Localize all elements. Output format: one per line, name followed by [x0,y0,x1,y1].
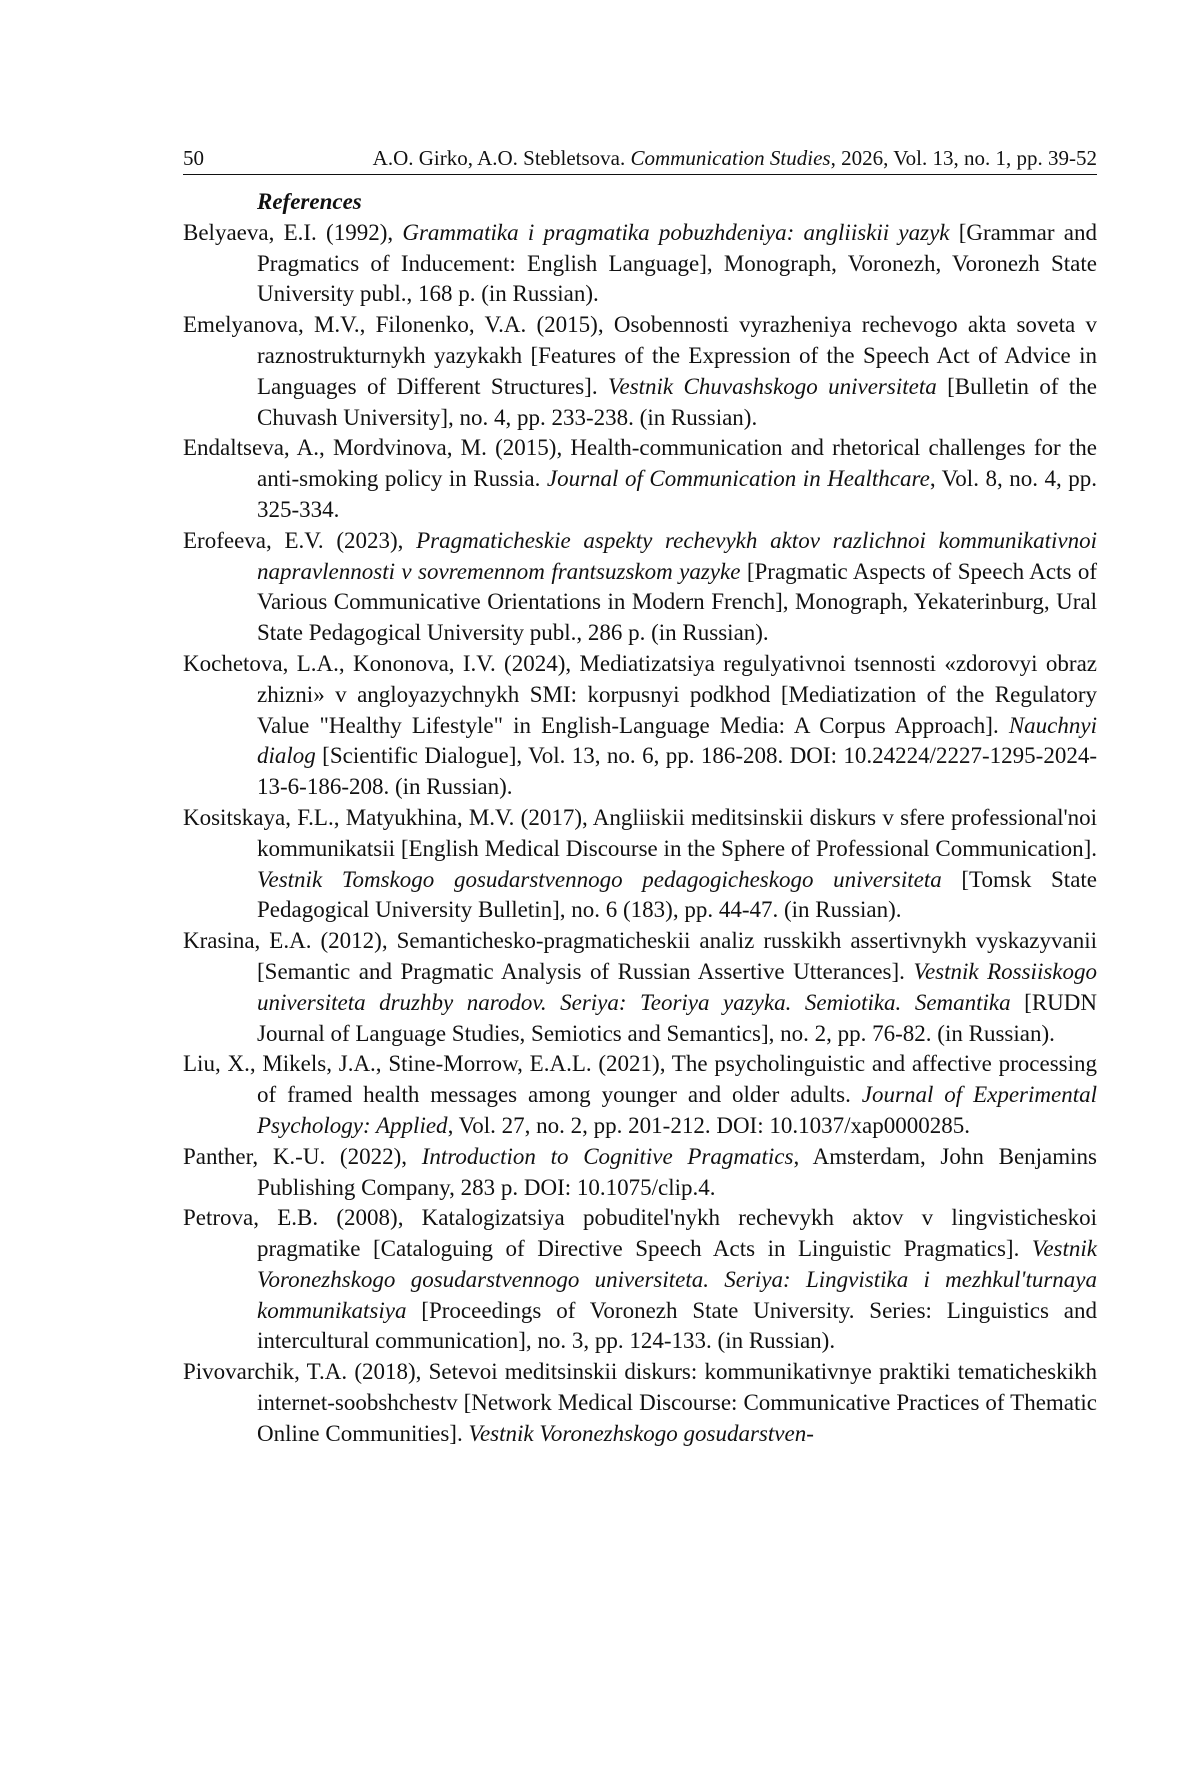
references-section [183,187,1097,1450]
reference-entry: Pivovarchik, T.A. (2018), Setevoi meditsinskii diskurs: kommunikativnye praktiki tematicheskikh internet-soobshchestv [Network Medical Discourse: Communicative Practices of Thematic Online Communities]. Vestnik Voronezhskogo gosudarstven- [183,1359,1097,1446]
reference-entry: Petrova, E.B. (2008), Katalogizatsiya pobuditel'nykh rechevykh aktov v lingvisticheskoi pragmatike [Cataloguing of Directive Speech Acts in Linguistic Pragmatics]. Vestnik Voronezhskogo gosudarstvennogo universiteta. Seriya: Lingvistika i mezhkul'turnaya kommunikatsiya [Proceedings of Voronezh State University. Series: Linguistics and intercultural communication], no. 3, pp. 124-133. (in Russian). [183,1205,1097,1354]
reference-entry: Kositskaya, F.L., Matyukhina, M.V. (2017), Angliiskii meditsinskii diskurs v sfere professional'noi kommunikatsii [English Medical Discourse in the Sphere of Professional Communication]. Vestnik Tomskogo gosudarstvennogo pedagogicheskogo universiteta [Tomsk State Pedagogical University Bulletin], no. 6 (183), pp. 44-47. (in Russian). [183,804,1097,923]
reference-entry: Emelyanova, M.V., Filonenko, V.A. (2015), Osobennosti vyrazheniya rechevogo akta soveta v raznostrukturnykh yazykakh [Features of the Expression of the Speech Act of Advice in Languages of Different Structures]. Vestnik Chuvashskogo universiteta [Bulletin of the Chuvash University], no. 4, pp. 233-238. (in Russian). [183,312,1097,430]
reference-entry: Erofeeva, E.V. (2023), Pragmaticheskie aspekty rechevykh aktov razlichnoi kommunikativnoi napravlennosti v sovremennom frantsuzskom yazyke [Pragmatic Aspects of Speech Acts of Various Communicative Orientations in Modern French], Monograph, Yekaterinburg, Ural State Pedagogical University publ., 286 p. (in Russian). [183,527,1097,646]
reference-entry: Endaltseva, A., Mordvinova, M. (2015), Health-communication and rhetorical challenges for the anti-smoking policy in Russia. Journal of Communication in Healthcare, Vol. 8, no. 4, pp. 325-334. [183,435,1097,522]
references-heading: References [257,189,362,214]
page-number: 50 [183,146,204,170]
header-authors: A.O. Girko, A.O. Stebletsova. [372,146,626,170]
reference-entry: Krasina, E.A. (2012), Semanticheskо-pragmaticheskii analiz russkikh assertivnykh vyskazyvanii [Semantic and Pragmatic Analysis of Russian Assertive Utterances]. Vestnik Rossiiskogo universiteta druzhby narodov. Seriya: Teoriya yazyka. Semiotika. Semantika [RUDN Journal of Language Studies, Semiotics and Semantics], no. 2, pp. 76-82. (in Russian). [183,928,1097,1046]
running-citation [373,144,1097,172]
reference-entry: Kochetova, L.A., Kononova, I.V. (2024), Mediatizatsiya regulyativnoi tsennosti «zdorovyi obraz zhizni» v angloyazychnykh SMI: korpusnyi podkhod [Mediatization of the Regulatory Value "Healthy Lifestyle" in English-Language Media: A Corpus Approach]. Nauchnyi dialog [Scientific Dialogue], Vol. 13, no. 6, pp. 186-208. DOI: 10.24224/2227-1295-2024-13-6-186-208. (in Russian). [183,650,1097,800]
header-issue: , 2026, Vol. 13, no. 1, pp. 39-52 [830,146,1097,170]
reference-entry: Belyaeva, E.I. (1992), Grammatika i pragmatika pobuzhdeniya: angliiskii yazyk [Grammar and Pragmatics of Inducement: English Language], Monograph, Voronezh, Voronezh State University publ., 168 p. (in Russian). [183,219,1097,307]
reference-entry: Panther, K.-U. (2022), Introduction to Cognitive Pragmatics, Amsterdam, John Benjamins Publishing Company, 283 p. DOI: 10.1075/clip.4. [183,1143,1097,1200]
header-journal: Communication Studies [630,146,831,170]
reference-entry: Liu, X., Mikels, J.A., Stine-Morrow, E.A.L. (2021), The psycholinguistic and affective processing of framed health messages among younger and older adults. Journal of Experimental Psychology: Applied, Vol. 27, no. 2, pp. 201-212. DOI: 10.1037/xap0000285. [183,1051,1097,1138]
running-header [183,144,1097,175]
